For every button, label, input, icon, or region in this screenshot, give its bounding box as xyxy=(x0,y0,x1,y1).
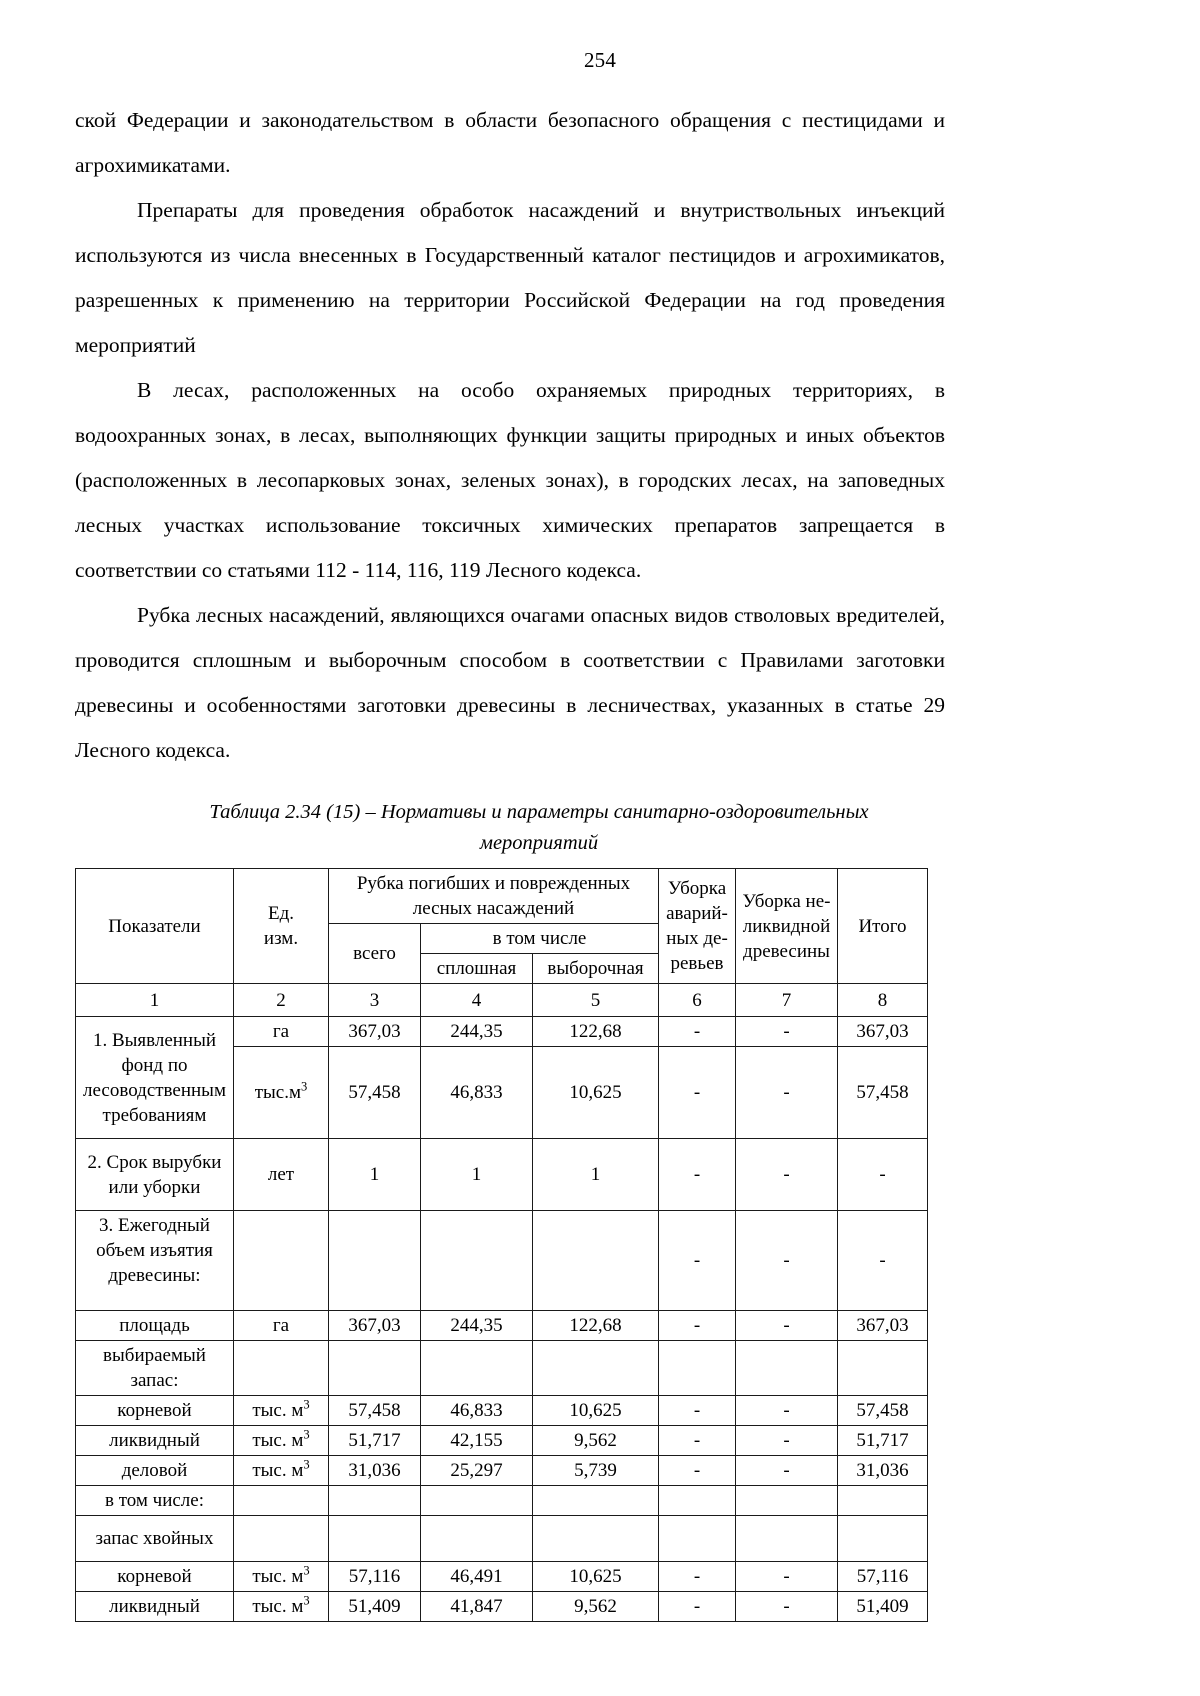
cell-total: 57,458 xyxy=(329,1047,421,1139)
header-emergency-line2: аварий- xyxy=(666,903,728,924)
cell-continuous: 46,833 xyxy=(421,1047,533,1139)
header-unit-line1: Ед. xyxy=(267,903,295,924)
cell-grand-total xyxy=(838,1516,928,1562)
cell-selective: 9,562 xyxy=(533,1592,659,1622)
header-among-which: в том числе xyxy=(421,924,659,954)
cell-continuous: 244,35 xyxy=(421,1017,533,1047)
header-grand-total: Итого xyxy=(838,869,928,984)
cell-nonliquid: - xyxy=(736,1211,838,1311)
header-nonliquid-line3: древесины xyxy=(743,940,830,962)
header-nonliquid-line1: Уборка не- xyxy=(742,890,831,912)
row-label: 3. Ежегодный объем изъятия древесины: xyxy=(76,1211,234,1311)
table-row xyxy=(76,1486,928,1516)
cell-total xyxy=(329,1341,421,1396)
cell-emergency: - xyxy=(659,1592,736,1622)
cell-total: 367,03 xyxy=(329,1017,421,1047)
table-row xyxy=(76,1562,928,1592)
column-number-2: 2 xyxy=(234,984,329,1017)
cell-emergency: - xyxy=(659,1456,736,1486)
row-label: ликвидный xyxy=(76,1426,234,1456)
cell-nonliquid: - xyxy=(736,1139,838,1211)
row-unit-sup: 3 xyxy=(303,1397,310,1412)
row-unit-sup: 3 xyxy=(303,1427,310,1442)
cell-grand-total xyxy=(838,1341,928,1396)
row-unit-sup: 3 xyxy=(303,1457,310,1472)
cell-total: 51,717 xyxy=(329,1426,421,1456)
header-total-column: всего xyxy=(329,924,421,984)
row-label: деловой xyxy=(76,1456,234,1486)
row-unit xyxy=(234,1341,329,1396)
table-body xyxy=(76,1017,928,1622)
row-unit-text: тыс. м xyxy=(252,1596,304,1617)
cell-continuous: 46,491 xyxy=(421,1562,533,1592)
row-label: в том числе: xyxy=(76,1486,234,1516)
row-unit-text: лет xyxy=(267,1164,295,1185)
header-selective: выборочная xyxy=(533,954,659,984)
row-unit-sup: 3 xyxy=(303,1563,310,1578)
row-label: корневой xyxy=(76,1562,234,1592)
cell-grand-total xyxy=(838,1486,928,1516)
table-row xyxy=(76,1456,928,1486)
cell-emergency: - xyxy=(659,1396,736,1426)
cell-selective: 1 xyxy=(533,1139,659,1211)
cell-emergency: - xyxy=(659,1047,736,1139)
row-unit xyxy=(234,1396,329,1426)
cell-continuous: 1 xyxy=(421,1139,533,1211)
cell-nonliquid: - xyxy=(736,1396,838,1426)
cell-emergency: - xyxy=(659,1562,736,1592)
column-number-6: 6 xyxy=(659,984,736,1017)
row-unit xyxy=(234,1211,329,1311)
cell-grand-total: - xyxy=(838,1139,928,1211)
cell-selective xyxy=(533,1516,659,1562)
row-unit xyxy=(234,1516,329,1562)
table-row xyxy=(76,1211,928,1311)
cell-emergency: - xyxy=(659,1017,736,1047)
cell-emergency: - xyxy=(659,1211,736,1311)
header-unit xyxy=(234,869,329,984)
header-felling-group xyxy=(329,869,659,924)
cell-grand-total: 51,717 xyxy=(838,1426,928,1456)
cell-grand-total: 57,458 xyxy=(838,1396,928,1426)
header-felling-line1: Рубка погибших и поврежденных xyxy=(356,873,631,894)
cell-emergency: - xyxy=(659,1426,736,1456)
cell-selective: 10,625 xyxy=(533,1047,659,1139)
cell-total: 51,409 xyxy=(329,1592,421,1622)
cell-continuous xyxy=(421,1486,533,1516)
cell-total: 367,03 xyxy=(329,1311,421,1341)
column-number-3: 3 xyxy=(329,984,421,1017)
cell-emergency xyxy=(659,1486,736,1516)
row-unit xyxy=(234,1456,329,1486)
column-number-1: 1 xyxy=(76,984,234,1017)
cell-selective: 122,68 xyxy=(533,1311,659,1341)
cell-nonliquid xyxy=(736,1516,838,1562)
cell-total xyxy=(329,1486,421,1516)
cell-continuous: 244,35 xyxy=(421,1311,533,1341)
cell-total: 57,458 xyxy=(329,1396,421,1426)
cell-grand-total: - xyxy=(838,1211,928,1311)
cell-selective: 122,68 xyxy=(533,1017,659,1047)
row-unit-sup: 3 xyxy=(301,1079,308,1094)
column-number-8: 8 xyxy=(838,984,928,1017)
row-unit-text: тыс. м xyxy=(252,1400,304,1421)
row-label: площадь xyxy=(76,1311,234,1341)
cell-nonliquid: - xyxy=(736,1456,838,1486)
header-continuous: сплошная xyxy=(421,954,533,984)
column-number-4: 4 xyxy=(421,984,533,1017)
cell-selective: 9,562 xyxy=(533,1426,659,1456)
cell-continuous: 46,833 xyxy=(421,1396,533,1426)
paragraph-3: В лесах, расположенных на особо охраняемых природных территориях, в водоохранных зонах, в лесах, выполняющих функции защиты природных и иных объектов (расположенных в лесопарковых зонах, зеленых зонах), в городских лесах, на заповедных лесных участках использование токсичных химических препаратов запрещается в соответствии со статьями 112 - 114, 116, 119 Лесного кодекса. xyxy=(75,378,945,582)
table-row xyxy=(76,1341,928,1396)
row-label: корневой xyxy=(76,1396,234,1426)
cell-nonliquid: - xyxy=(736,1592,838,1622)
row-unit xyxy=(234,1426,329,1456)
cell-grand-total: 57,458 xyxy=(838,1047,928,1139)
cell-grand-total: 367,03 xyxy=(838,1311,928,1341)
cell-total: 57,116 xyxy=(329,1562,421,1592)
table-caption: Таблица 2.34 (15) – Нормативы и параметры санитарно-оздоровительных мероприятий xyxy=(209,801,869,854)
cell-continuous xyxy=(421,1341,533,1396)
column-number-7: 7 xyxy=(736,984,838,1017)
cell-total xyxy=(329,1211,421,1311)
cell-selective: 5,739 xyxy=(533,1456,659,1486)
table-row xyxy=(76,1592,928,1622)
column-number-5: 5 xyxy=(533,984,659,1017)
row-unit-text: тыс. м xyxy=(252,1460,304,1481)
row-unit xyxy=(234,1486,329,1516)
table-row xyxy=(76,1426,928,1456)
row-label: ликвидный xyxy=(76,1592,234,1622)
cell-continuous: 25,297 xyxy=(421,1456,533,1486)
cell-selective xyxy=(533,1486,659,1516)
row-unit-text: тыс.м xyxy=(254,1082,301,1103)
header-unit-line2: изм. xyxy=(263,928,299,949)
cell-emergency xyxy=(659,1341,736,1396)
row-unit xyxy=(234,1562,329,1592)
row-label: запас хвойных xyxy=(76,1516,234,1562)
cell-nonliquid: - xyxy=(736,1426,838,1456)
row-unit-text: тыс. м xyxy=(252,1430,304,1451)
cell-selective: 10,625 xyxy=(533,1562,659,1592)
cell-nonliquid: - xyxy=(736,1047,838,1139)
table-row xyxy=(76,1017,928,1047)
row-unit-text: тыс. м xyxy=(252,1566,304,1587)
row-unit xyxy=(234,1017,329,1047)
paragraph-2: Препараты для проведения обработок насаждений и внутриствольных инъекций используются из числа внесенных в Государственный каталог пестицидов и агрохимикатов, разрешенных к применению на территории Российской Федерации на год проведения мероприятий xyxy=(75,198,945,357)
row-unit-sup: 3 xyxy=(303,1593,310,1608)
header-row-main xyxy=(76,869,928,924)
cell-nonliquid xyxy=(736,1486,838,1516)
cell-emergency: - xyxy=(659,1311,736,1341)
cell-nonliquid: - xyxy=(736,1017,838,1047)
header-emergency-line1: Уборка xyxy=(667,878,727,899)
cell-nonliquid xyxy=(736,1341,838,1396)
cell-total xyxy=(329,1516,421,1562)
table-row xyxy=(76,1516,928,1562)
header-emergency-line3: ных де- xyxy=(666,928,728,949)
row-unit xyxy=(234,1592,329,1622)
cell-grand-total: 51,409 xyxy=(838,1592,928,1622)
table-row xyxy=(76,1139,928,1211)
cell-continuous: 41,847 xyxy=(421,1592,533,1622)
header-indicators: Показатели xyxy=(76,869,234,984)
paragraph-4: Рубка лесных насаждений, являющихся очагами опасных видов стволовых вредителей, проводится сплошным и выборочным способом в соответствии с Правилами заготовки древесины и особенностями заготовки древесины в лесничествах, указанных в статье 29 Лесного кодекса. xyxy=(75,603,945,762)
row-unit-text: га xyxy=(272,1021,290,1042)
header-emergency-removal xyxy=(659,869,736,984)
cell-selective xyxy=(533,1211,659,1311)
row-unit xyxy=(234,1311,329,1341)
header-felling-line2: лесных насаждений xyxy=(412,898,575,919)
cell-total: 31,036 xyxy=(329,1456,421,1486)
sanitary-measures-table xyxy=(75,868,928,1622)
cell-nonliquid: - xyxy=(736,1311,838,1341)
cell-emergency: - xyxy=(659,1139,736,1211)
table-header xyxy=(76,869,928,1017)
paragraph-1: ской Федерации и законодательством в области безопасного обращения с пестицидами и агрохимикатами. xyxy=(75,108,945,177)
cell-selective xyxy=(533,1341,659,1396)
header-emergency-line4: ревьев xyxy=(670,953,724,974)
page-number: 254 xyxy=(583,48,617,72)
cell-grand-total: 367,03 xyxy=(838,1017,928,1047)
column-number-row xyxy=(76,984,928,1017)
header-nonliquid-removal xyxy=(736,869,838,984)
table-row xyxy=(76,1311,928,1341)
cell-continuous xyxy=(421,1211,533,1311)
cell-total: 1 xyxy=(329,1139,421,1211)
header-nonliquid-line2: ликвидной xyxy=(742,915,831,937)
cell-grand-total: 31,036 xyxy=(838,1456,928,1486)
cell-emergency xyxy=(659,1516,736,1562)
row-unit xyxy=(234,1047,329,1139)
row-unit-text: га xyxy=(272,1315,290,1336)
cell-grand-total: 57,116 xyxy=(838,1562,928,1592)
table-row xyxy=(76,1396,928,1426)
row-unit xyxy=(234,1139,329,1211)
page-content xyxy=(75,98,945,1622)
cell-nonliquid: - xyxy=(736,1562,838,1592)
cell-selective: 10,625 xyxy=(533,1396,659,1426)
cell-continuous xyxy=(421,1516,533,1562)
row-label: 2. Срок вырубки или уборки xyxy=(76,1139,234,1211)
row-label: 1. Выявленный фонд по лесоводственным требованиям xyxy=(76,1017,234,1139)
cell-continuous: 42,155 xyxy=(421,1426,533,1456)
row-label: выбираемый запас: xyxy=(76,1341,234,1396)
